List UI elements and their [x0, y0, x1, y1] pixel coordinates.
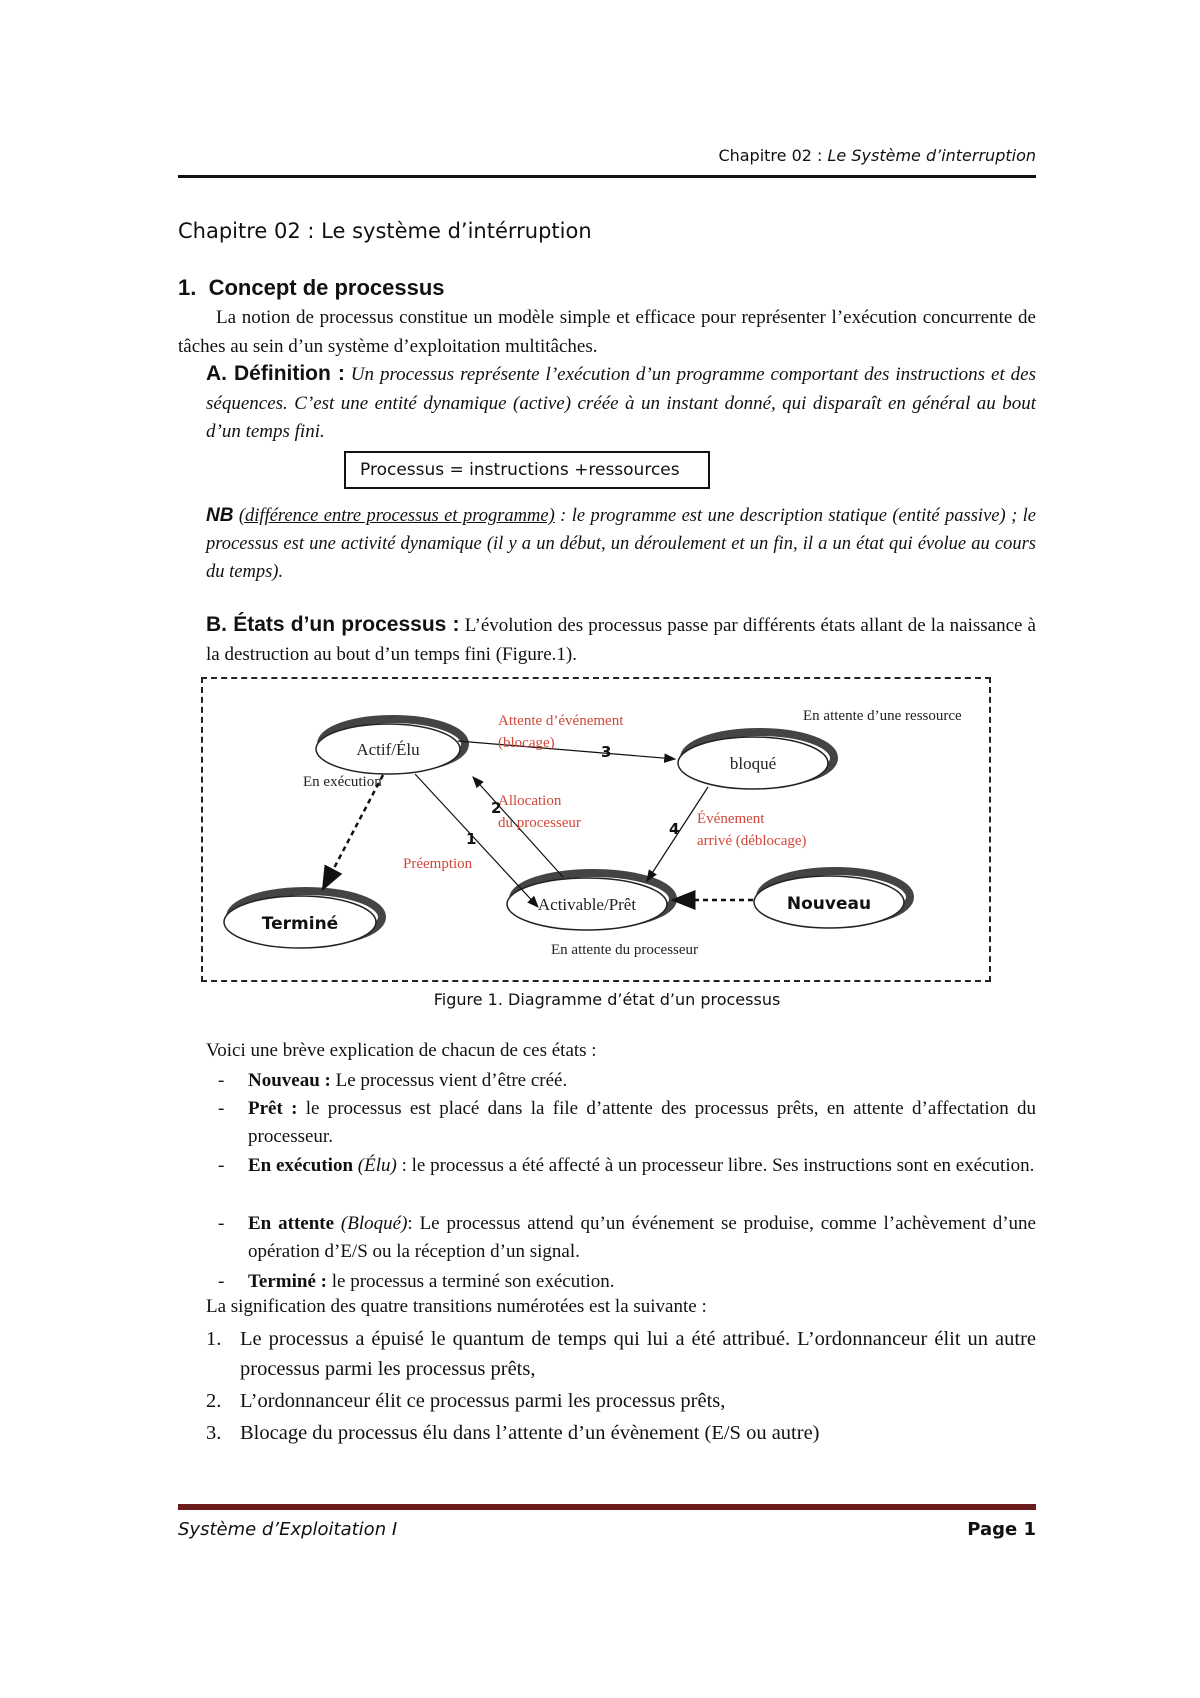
transition-num: 1.: [206, 1328, 222, 1350]
label-attente-ressource: En attente d’une ressource: [803, 708, 962, 724]
list-item: [206, 1210, 1036, 1266]
list-item: [206, 1067, 1036, 1095]
state-paren: (Élu): [353, 1155, 397, 1176]
list-dash: -: [218, 1098, 225, 1119]
arrow-actif-to-termine: [323, 775, 383, 889]
states-block: [206, 610, 1036, 669]
transition-item: [206, 1324, 1036, 1384]
label-evenement-2: arrivé (déblocage): [697, 833, 807, 849]
state-text: le processus est placé dans la file d’attente des processus prêts, en attente d’affectation du processeur.: [248, 1098, 1036, 1147]
list-item: [206, 1152, 1036, 1180]
transition-text: Le processus a épuisé le quantum de temps qui lui a été attribué. L’ordonnanceur élit un autre processus parmi les processus prêts,: [240, 1328, 1036, 1380]
list-item: [206, 1268, 1036, 1296]
label-attente-processeur: En attente du processeur: [551, 942, 699, 958]
list-item: [206, 1095, 1036, 1151]
node-activable: [507, 873, 673, 930]
definition-block: [206, 360, 1036, 447]
transition-text: Blocage du processus élu dans l’attente d’un évènement (E/S ou autre): [240, 1422, 820, 1444]
nb-label: NB: [206, 505, 234, 526]
definition-label: A. Définition :: [206, 362, 345, 385]
node-nouveau: [754, 871, 910, 928]
arrow-actif-to-bloque: [458, 741, 675, 759]
list-dash: -: [218, 1070, 225, 1091]
state-term: En attente: [248, 1213, 335, 1234]
transition-number-3: 3: [601, 743, 612, 761]
label-evenement-1: Événement: [697, 811, 765, 827]
header-rule: [178, 175, 1036, 178]
state-term: Prêt :: [248, 1098, 298, 1119]
state-text: : le processus a été affecté à un processeur libre. Ses instructions sont en exécution.: [396, 1155, 1035, 1176]
transition-text: L’ordonnanceur élit ce processus parmi les processus prêts,: [240, 1390, 726, 1412]
state-diagram: [201, 677, 991, 982]
transition-number-4: 4: [669, 820, 680, 838]
state-text: Le processus vient d’être créé.: [330, 1070, 568, 1091]
transitions-intro: La signification des quatre transitions numérotées est la suivante :: [206, 1296, 707, 1317]
transition-number-1: 1: [466, 830, 477, 848]
state-term: Nouveau :: [248, 1070, 331, 1091]
label-attente-event-1: Attente d’événement: [498, 713, 624, 729]
chapter-title: Chapitre 02 : Le système d’intérruption: [178, 219, 592, 243]
label-en-execution: En exécution: [303, 774, 382, 790]
transition-item: [206, 1386, 1036, 1416]
page-header: [178, 146, 1036, 165]
footer-rule: [178, 1504, 1036, 1510]
formula-box: Processus = instructions +ressources: [344, 451, 710, 489]
label-preemption: Préemption: [403, 856, 473, 872]
list-dash: -: [218, 1271, 225, 1292]
label-allocation-1: Allocation: [498, 793, 562, 809]
transition-item: [206, 1418, 1036, 1448]
nb-underlined: (différence entre processus et programme): [238, 506, 555, 526]
node-nouveau-label: Nouveau: [786, 894, 872, 914]
nb-text: : le programme est une description statique (entité passive) ; le processus est une activité dynamique (il y a un début, un déroulement et un fin, il a un état qui évolue au cours du temps).: [206, 506, 1037, 582]
states-label: B. États d’un processus :: [206, 613, 460, 636]
section-intro: La notion de processus constitue un modèle simple et efficace pour représenter l’exécution concurrente de tâches au sein d’un système d’exploitation multitâches.: [178, 307, 1036, 357]
definition-text: Un processus représente l’exécution d’un programme comportant des instructions et des séquences. C’est une entité dynamique (active) créée à un instant donné, qui disparaît en général au bout d’un temps fini.: [206, 364, 1036, 442]
state-paren: (Bloqué): [334, 1213, 408, 1234]
state-term: Terminé :: [248, 1271, 327, 1292]
section-title-text: Concept de processus: [208, 275, 445, 300]
transition-num: 2.: [206, 1390, 222, 1412]
transition-num: 3.: [206, 1422, 222, 1444]
list-intro: Voici une brève explication de chacun de ces états :: [206, 1040, 597, 1061]
node-activable-label: Activable/Prêt: [537, 895, 637, 914]
list-dash: -: [218, 1213, 225, 1234]
node-actif: [316, 719, 465, 774]
footer-course: Système d’Exploitation I: [178, 1519, 398, 1540]
list-dash: -: [218, 1155, 225, 1176]
label-attente-event-2: (blocage): [498, 735, 555, 751]
nb-block: [206, 502, 1036, 586]
state-term: En exécution: [248, 1155, 354, 1176]
transition-number-2: 2: [491, 799, 502, 817]
states-text: L’évolution des processus passe par différents états allant de la naissance à la destruction au bout d’un temps fini (Figure.1).: [206, 615, 1036, 665]
state-text: : Le processus attend qu’un événement se produise, comme l’achèvement d’une opération d’E/S ou la réception d’un signal.: [248, 1213, 1036, 1262]
label-allocation-2: du processeur: [498, 815, 581, 831]
node-termine: [224, 891, 382, 948]
state-text: le processus a terminé son exécution.: [326, 1271, 615, 1292]
node-termine-label: Terminé: [261, 914, 339, 934]
node-bloque: [678, 732, 834, 789]
figure-caption: Figure 1. Diagramme d’état d’un processus: [433, 990, 781, 1009]
section-title: [178, 275, 445, 301]
page-number: Page 1: [967, 1519, 1036, 1540]
section-number: 1.: [178, 275, 197, 300]
node-actif-label: Actif/Élu: [356, 740, 420, 759]
header-prefix: Chapitre 02 :: [718, 146, 828, 165]
header-title: Le Système d’interruption: [827, 146, 1036, 165]
node-bloque-label: bloqué: [729, 754, 777, 773]
